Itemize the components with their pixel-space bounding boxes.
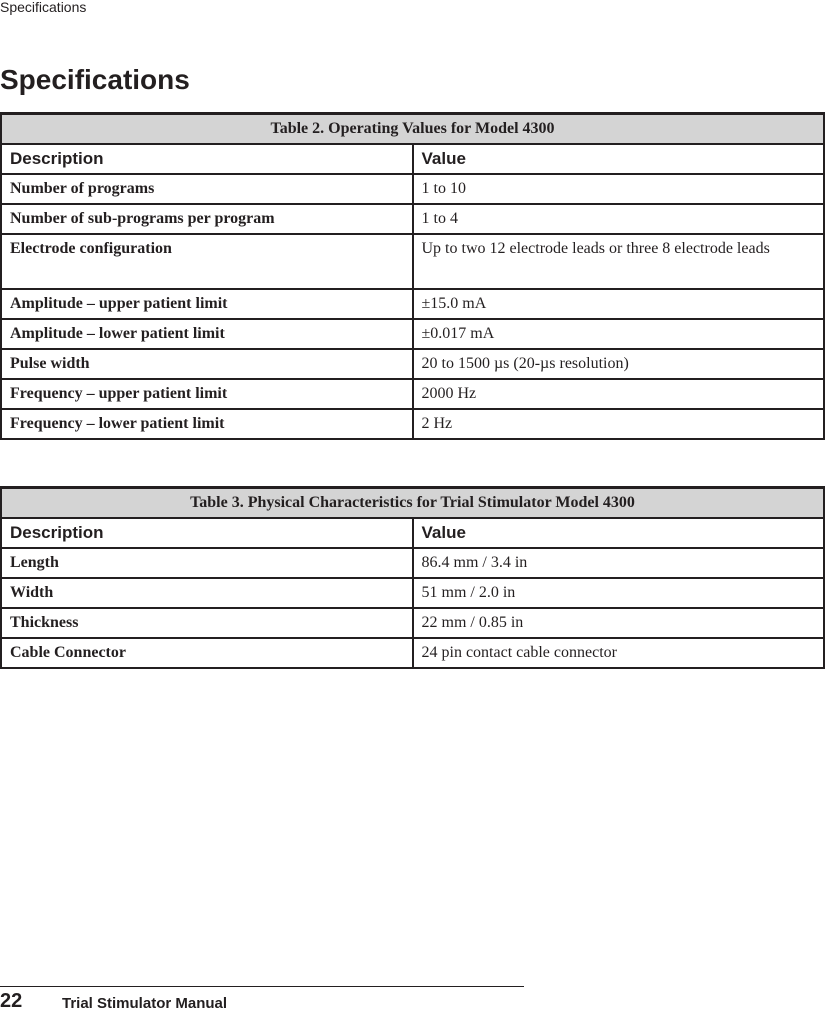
value-cell: 24 pin contact cable connector — [413, 638, 825, 668]
table-row — [1, 578, 824, 608]
column-header-value: Value — [413, 518, 825, 548]
value-cell: ±0.017 mA — [413, 319, 825, 349]
description-cell: Width — [1, 578, 413, 608]
description-cell: Length — [1, 548, 413, 578]
description-cell: Number of programs — [1, 174, 413, 204]
table-row — [1, 409, 824, 439]
description-cell: Frequency – upper patient limit — [1, 379, 413, 409]
value-cell: 1 to 10 — [413, 174, 825, 204]
table-row — [1, 289, 824, 319]
table-row — [1, 234, 824, 289]
column-header-description: Description — [1, 518, 413, 548]
column-header-value: Value — [413, 144, 825, 174]
table-row — [1, 548, 824, 578]
description-cell: Number of sub-programs per program — [1, 204, 413, 234]
value-cell: ±15.0 mA — [413, 289, 825, 319]
description-cell: Amplitude – upper patient limit — [1, 289, 413, 319]
footer-title: Trial Stimulator Manual — [62, 995, 228, 1012]
running-header: Specifications — [0, 0, 87, 15]
table-row — [1, 379, 824, 409]
column-header-description: Description — [1, 144, 413, 174]
value-cell: 22 mm / 0.85 in — [413, 608, 825, 638]
footer-divider — [0, 986, 524, 987]
operating-values-table — [0, 112, 825, 440]
value-cell: 2 Hz — [413, 409, 825, 439]
table-caption: Table 2. Operating Values for Model 4300 — [1, 114, 824, 145]
value-cell: 86.4 mm / 3.4 in — [413, 548, 825, 578]
description-cell: Cable Connector — [1, 638, 413, 668]
description-cell: Frequency – lower patient limit — [1, 409, 413, 439]
value-cell: 51 mm / 2.0 in — [413, 578, 825, 608]
table-row — [1, 349, 824, 379]
page-title: Specifications — [0, 64, 190, 95]
page-number: 22 — [0, 990, 23, 1012]
value-cell: 20 to 1500 µs (20-µs resolution) — [413, 349, 825, 379]
description-cell: Electrode configuration — [1, 234, 413, 289]
table-row — [1, 638, 824, 668]
value-cell: 1 to 4 — [413, 204, 825, 234]
table-row — [1, 204, 824, 234]
description-cell: Pulse width — [1, 349, 413, 379]
description-cell: Thickness — [1, 608, 413, 638]
value-cell: 2000 Hz — [413, 379, 825, 409]
value-cell: Up to two 12 electrode leads or three 8 electrode leads — [413, 234, 825, 289]
table-row — [1, 174, 824, 204]
table-row — [1, 319, 824, 349]
description-cell: Amplitude – lower patient limit — [1, 319, 413, 349]
table-caption: Table 3. Physical Characteristics for Trial Stimulator Model 4300 — [1, 488, 824, 519]
physical-characteristics-table — [0, 486, 825, 669]
table-row — [1, 608, 824, 638]
